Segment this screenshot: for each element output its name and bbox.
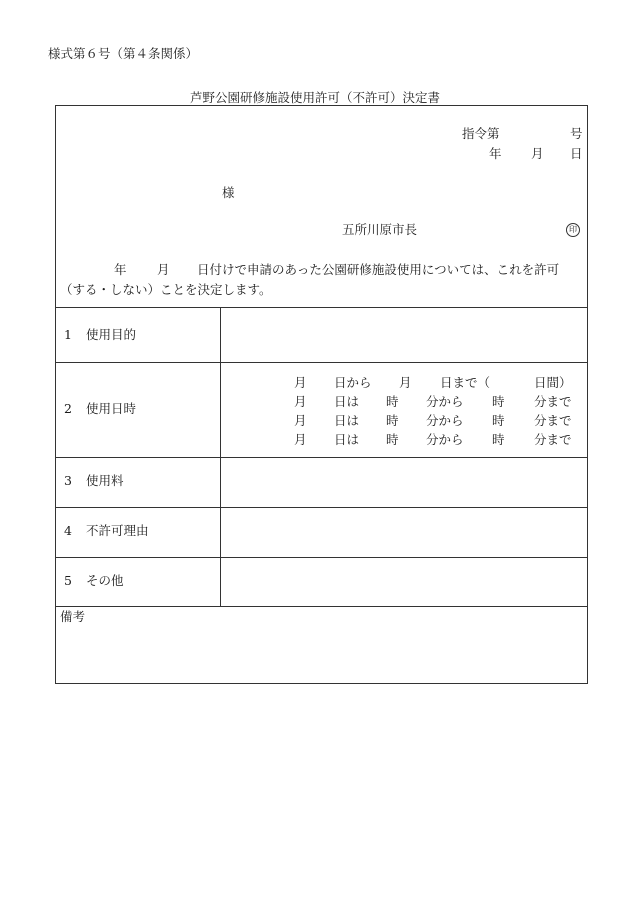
issuer-title: 五所川原市長 [342,222,418,237]
schedule-text: 時 [492,432,505,447]
row-fee [64,475,124,488]
schedule-text: 日から [334,375,372,390]
form-number: 様式第６号（第４条関係） [48,46,199,61]
row-divider [56,362,587,363]
row-label: 使用日時 [86,401,137,416]
schedule-text: 月 [294,413,307,428]
row-label: その他 [86,573,124,588]
decision-text-line1: 日付けで申請のあった公園研修施設使用については、これを許可 [197,262,560,277]
schedule-text: 月 [294,375,307,390]
row-divider [56,457,587,458]
schedule-text: 月 [294,394,307,409]
schedule-text: 日は [334,413,360,428]
row-purpose [64,329,136,342]
row-number: 3 [64,473,72,488]
date-day: 日 [570,146,583,161]
schedule-text: 日まで（ [440,375,491,390]
decision-form-frame [55,105,588,684]
schedule-text: 時 [386,413,399,428]
order-number-label: 指令第 [462,126,500,141]
schedule-text: 日は [334,432,360,447]
remarks-top-rule [56,606,587,607]
schedule-text: 時 [492,394,505,409]
schedule-text: 月 [399,375,412,390]
schedule-text: 分から [426,432,464,447]
column-divider [220,307,221,606]
schedule-text: 分まで [534,413,572,428]
seal-mark [566,223,580,237]
row-label: 使用料 [86,473,124,488]
order-number-suffix: 号 [570,126,583,141]
schedule-text: 時 [492,413,505,428]
table-top-rule [56,307,587,308]
seal-icon: 印 [566,223,580,237]
schedule-text: 分から [426,394,464,409]
schedule-text: 日は [334,394,360,409]
row-datetime [64,403,136,416]
row-divider [56,557,587,558]
row-number: 1 [64,327,72,342]
decision-text-line2: （する・しない）ことを決定します。 [60,282,272,297]
row-other [64,575,124,588]
row-number: 5 [64,573,72,588]
schedule-text: 月 [294,432,307,447]
addressee-honorific: 様 [222,185,235,200]
row-number: 4 [64,523,72,538]
document-title: 芦野公園研修施設使用許可（不許可）決定書 [189,90,440,105]
schedule-text: 分まで [534,394,572,409]
application-date-year: 年 [114,262,127,277]
schedule-text: 時 [386,432,399,447]
schedule-text: 分から [426,413,464,428]
row-label: 不許可理由 [86,523,149,538]
date-month: 月 [531,146,544,161]
schedule-text: 分まで [534,432,572,447]
row-divider [56,507,587,508]
remarks-label: 備考 [60,609,86,624]
row-label: 使用目的 [86,327,137,342]
row-refusal-reason [64,525,149,538]
date-year: 年 [489,146,502,161]
schedule-text: 時 [386,394,399,409]
schedule-text: 日間） [534,375,572,390]
application-date-month: 月 [157,262,170,277]
row-number: 2 [64,401,72,416]
